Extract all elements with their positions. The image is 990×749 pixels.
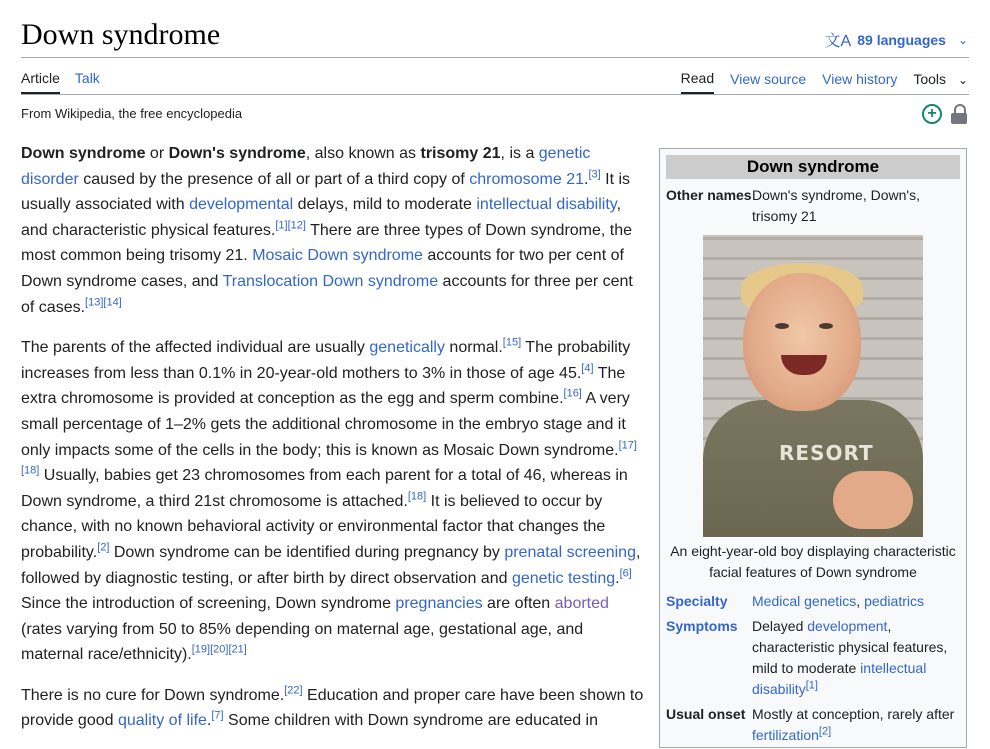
infobox-caption: An eight-year-old boy displaying characteristic facial features of Down syndrome: [670, 543, 956, 580]
link-prenatal-screening[interactable]: prenatal screening: [504, 543, 636, 561]
text: , also known as: [305, 145, 421, 162]
text: It is usually associated with: [21, 170, 631, 214]
infobox-label: Other names: [666, 187, 752, 203]
infobox-photo[interactable]: [703, 235, 923, 537]
chevron-down-icon: ⌄: [957, 73, 968, 87]
text: , and characteristic physical features.: [21, 196, 622, 239]
reference-link[interactable]: [15]: [502, 336, 522, 349]
tab-talk[interactable]: Talk: [74, 70, 100, 86]
text: The parents of the affected individual are usually: [21, 339, 370, 357]
link-mosaic-down-syndrome[interactable]: Mosaic Down syndrome: [252, 247, 423, 265]
reference-link[interactable]: [4]: [581, 362, 594, 375]
text: normal.: [444, 339, 503, 357]
link-medical-genetics[interactable]: Medical genetics: [752, 593, 857, 609]
text: , is a: [500, 145, 539, 162]
text: A very small percentage of 1–2% gets the additional chromosome in the embryo stage and it only impacts some of the cells in the body; this is known as Mosaic Down syndrome.: [21, 390, 630, 459]
infobox-value: [752, 591, 960, 612]
text: The extra chromosome is provided at conception as the egg and sperm combine.: [21, 364, 626, 408]
infobox-title: Down syndrome: [666, 155, 960, 179]
text: , followed by diagnostic testing, or after birth by direct observation and: [21, 543, 641, 587]
site-subtitle: From Wikipedia, the free encyclopedia: [21, 106, 243, 121]
tab-view-history[interactable]: View history: [822, 71, 898, 87]
reference-link[interactable]: [1]: [805, 679, 818, 692]
link-genetic-testing[interactable]: genetic testing: [511, 569, 616, 587]
tabs-divider: [21, 94, 969, 95]
page-indicators: [922, 104, 968, 124]
text: are often: [482, 595, 555, 613]
text: delays, mild to moderate: [293, 196, 477, 214]
link-development[interactable]: development: [807, 618, 888, 634]
page-title: Down syndrome: [21, 18, 221, 51]
link-pediatrics[interactable]: pediatrics: [864, 593, 924, 609]
languages-label: 89 languages: [857, 31, 946, 48]
infobox: [659, 148, 967, 748]
reference-link[interactable]: [16]: [563, 388, 582, 401]
photo-eye: [819, 323, 833, 329]
link-specialty[interactable]: Specialty: [666, 593, 728, 609]
link-genetic-disorder[interactable]: genetic disorder: [21, 145, 591, 188]
text: or: [145, 145, 169, 162]
text: , characteristic physical features, mild to moderate: [752, 618, 948, 676]
translate-icon: 文A: [824, 33, 852, 50]
reference-link[interactable]: [6]: [619, 567, 632, 580]
reference-link[interactable]: [3]: [588, 168, 601, 181]
text: The probability increases from less than 0.1% in 20-year-old mothers to 3% in those of age 45.: [21, 339, 631, 382]
text: Down syndrome can be identified during pregnancy by: [109, 543, 505, 561]
photo-eye: [775, 323, 789, 329]
article-paragraph-3: [21, 683, 646, 734]
infobox-value: Down's syndrome, Down's, trisomy 21: [752, 187, 920, 224]
infobox-row-usual-onset: [660, 702, 966, 748]
infobox-row-symptoms: [660, 614, 966, 702]
text: It is believed to occur by chance, with no known behavioral activity or environmental factor that changes the probability.: [21, 492, 606, 561]
article-body: [21, 141, 646, 749]
link-genetically[interactable]: genetically: [369, 339, 445, 357]
link-aborted[interactable]: aborted: [554, 595, 609, 613]
link-fertilization[interactable]: fertilization: [752, 727, 819, 743]
article-paragraph-1: [21, 141, 646, 320]
language-selector[interactable]: [825, 28, 968, 51]
reference-link[interactable]: [18]: [21, 464, 40, 477]
text: accounts for two per cent of Down syndrome cases, and: [21, 247, 624, 290]
article-paragraph-2: [21, 335, 646, 668]
bold-term: Down syndrome: [21, 145, 146, 162]
lock-icon[interactable]: [950, 104, 968, 124]
view-tabs: [681, 70, 968, 94]
photo-arm: [833, 471, 913, 529]
link-intellectual-disability[interactable]: intellectual disability: [752, 660, 927, 697]
reference-link[interactable]: [2]: [818, 725, 832, 738]
reference-link[interactable]: [19]: [191, 643, 211, 656]
text: Some children with Down syndrome are educated in: [223, 712, 599, 730]
text: Since the introduction of screening, Down syndrome: [21, 595, 396, 613]
reference-link[interactable]: [12]: [287, 219, 306, 232]
bold-term: Down's syndrome: [168, 145, 306, 162]
shirt-text: RESORT: [779, 441, 874, 465]
text: accounts for three per cent of cases.: [21, 272, 633, 316]
reference-link[interactable]: [2]: [97, 541, 110, 554]
link-translocation-down-syndrome[interactable]: Translocation Down syndrome: [222, 272, 439, 290]
tools-menu[interactable]: [913, 71, 968, 93]
namespace-tabs: [21, 70, 100, 94]
text: There is no cure for Down syndrome.: [21, 686, 285, 704]
text: caused by the presence of all or part of a third copy of: [78, 170, 470, 188]
link-pregnancies[interactable]: pregnancies: [395, 595, 483, 613]
text: .: [583, 170, 589, 188]
add-circle-icon[interactable]: +: [922, 104, 942, 124]
text: .: [206, 712, 212, 730]
link-intellectual-disability[interactable]: intellectual disability: [476, 196, 617, 214]
text: There are three types of Down syndrome, the most common being trisomy 21.: [21, 221, 633, 265]
infobox-row-other-names: [660, 183, 966, 229]
reference-link[interactable]: [21]: [228, 643, 247, 656]
text: .: [615, 569, 620, 587]
tools-label: Tools: [913, 71, 947, 87]
text: Education and proper care have been shown to provide good: [21, 686, 644, 730]
reference-link[interactable]: [18]: [407, 490, 427, 503]
infobox-value: [752, 616, 960, 700]
infobox-label: Usual onset: [666, 706, 746, 722]
link-developmental[interactable]: developmental: [189, 196, 294, 214]
infobox-row-specialty: [660, 589, 966, 614]
reference-link[interactable]: [17]: [618, 439, 637, 452]
reference-link[interactable]: [14]: [103, 296, 122, 309]
text: Delayed: [752, 618, 808, 634]
reference-link[interactable]: [1]: [275, 219, 288, 232]
reference-link[interactable]: [20]: [210, 643, 229, 656]
photo-face: [743, 273, 861, 411]
reference-link[interactable]: [7]: [211, 710, 224, 723]
link-chromosome-21[interactable]: chromosome 21: [469, 170, 584, 188]
tab-read[interactable]: Read: [681, 70, 714, 94]
link-quality-of-life[interactable]: quality of life: [117, 712, 207, 730]
bold-term: trisomy 21: [420, 145, 501, 162]
tab-article[interactable]: Article: [21, 70, 60, 94]
reference-link[interactable]: [13]: [85, 296, 104, 309]
text: ,: [856, 593, 865, 609]
link-symptoms[interactable]: Symptoms: [666, 618, 738, 634]
tab-view-source[interactable]: View source: [730, 71, 807, 87]
reference-link[interactable]: [22]: [284, 684, 303, 697]
text: (rates varying from 50 to 85% depending on maternal age, gestational age, and maternal race/ethnicity).: [21, 620, 584, 664]
text: Usually, babies get 23 chromosomes from each parent for a total of 46, whereas in Down syndrome, a third 21st chromosome is attached.: [21, 467, 628, 510]
chevron-down-icon: ⌄: [957, 32, 968, 47]
infobox-value: [752, 704, 960, 746]
text: Mostly at conception, rarely after: [752, 706, 955, 722]
title-divider: [21, 57, 969, 58]
